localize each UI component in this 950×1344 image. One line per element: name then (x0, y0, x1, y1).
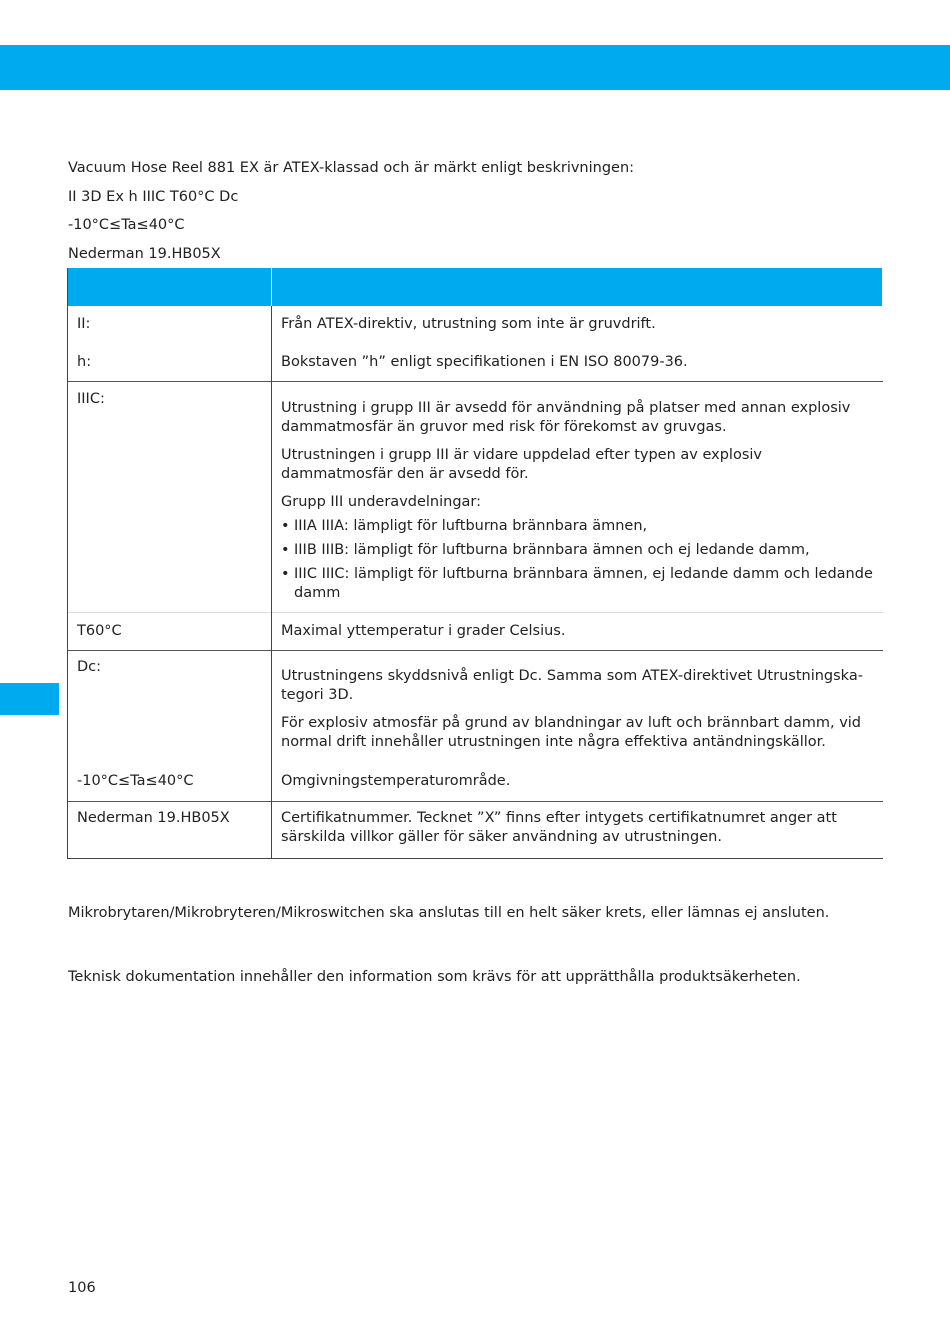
table-row (68, 613, 883, 651)
intro-block (68, 158, 888, 272)
table-header-row (68, 268, 883, 306)
key-h: h: (77, 354, 92, 370)
value-certificate: Certifikatnummer. Tecknet ”X” finns efter intygets certifikatnumret anger att särskilda villkor gäller för säker användning av utrustningen. (281, 810, 837, 845)
list-item: • IIIA IIIA: lämpligt för luftburna brännbara ämnen, (281, 517, 875, 536)
table-header-cell-2 (272, 268, 883, 306)
value-ambient-temperature: Omgivningstemperaturområde. (281, 773, 511, 789)
chapter-side-tab (0, 683, 59, 715)
key-ambient-temperature: -10°C≤Ta≤40°C (77, 773, 194, 789)
marking-table (67, 268, 883, 859)
value-h: Bokstaven ”h” enligt specifikationen i EN ISO 80079-36. (281, 354, 688, 370)
table-row (68, 382, 883, 613)
intro-marking-code: II 3D Ex h IIIC T60°C Dc (68, 188, 239, 205)
key-dc: Dc: (77, 659, 102, 675)
key-iiic: IIIC: (77, 391, 105, 407)
value-t60: Maximal yttemperatur i grader Celsius. (281, 623, 566, 639)
top-color-band (0, 45, 950, 90)
intro-certificate-number: Nederman 19.HB05X (68, 245, 221, 262)
table-cell-key (68, 802, 272, 859)
group-iii-subdivision-list (281, 517, 875, 603)
key-ii: II: (77, 316, 91, 332)
documentation-note: Teknisk dokumentation innehåller den information som krävs för att upprätthålla produktsäkerheten. (68, 969, 801, 985)
page-number: 106 (68, 1280, 96, 1296)
value-iiic-paragraph-1: Utrustning i grupp III är avsedd för användning på platser med annan explosiv dammatmosfär än gruvor med risk för förekomst av gruvgas. (281, 400, 851, 435)
table-cell-key (68, 382, 272, 613)
table-header-cell-1 (68, 268, 272, 306)
key-certificate: Nederman 19.HB05X (77, 810, 230, 826)
table-cell-key (68, 306, 272, 382)
table-row (68, 651, 883, 802)
table-row (68, 306, 883, 382)
microswitch-note: Mikrobrytaren/Mikrobryteren/Mikroswitchen ska anslutas till en helt säker krets, eller lämnas ej ansluten. (68, 905, 830, 921)
value-iiic-paragraph-3: Grupp III underavdelningar: (281, 494, 482, 510)
table-row (68, 802, 883, 859)
table-cell-value (272, 382, 883, 613)
value-ii: Från ATEX-direktiv, utrustning som inte är gruvdrift. (281, 316, 656, 332)
table-cell-key (68, 613, 272, 651)
table-cell-value (272, 613, 883, 651)
table-cell-value (272, 306, 883, 382)
table-cell-key (68, 651, 272, 802)
list-item: • IIIC IIIC: lämpligt för luftburna brännbara ämnen, ej ledande damm och ledande damm (281, 565, 875, 603)
value-iiic-paragraph-2: Utrustningen i grupp III är vidare uppdelad efter typen av explosiv dammatmosfär den är avsedd för. (281, 447, 762, 482)
key-t60: T60°C (77, 623, 122, 639)
value-dc-paragraph-1: Utrustningens skyddsnivå enligt Dc. Samma som ATEX-direktivet Utrustningska-tegori 3D. (281, 668, 863, 703)
value-dc-paragraph-2: För explosiv atmosfär på grund av blandningar av luft och brännbart damm, vid normal drift innehåller utrustningen inte några effektiva antändningskällor. (281, 715, 862, 750)
list-item: • IIIB IIIB: lämpligt för luftburna brännbara ämnen och ej ledande damm, (281, 541, 875, 560)
intro-marking-statement: Vacuum Hose Reel 881 EX är ATEX-klassad och är märkt enligt beskrivningen: (68, 160, 635, 176)
table-cell-value (272, 651, 883, 802)
intro-temperature-range: -10°C≤Ta≤40°C (68, 217, 185, 233)
table-cell-value (272, 802, 883, 859)
